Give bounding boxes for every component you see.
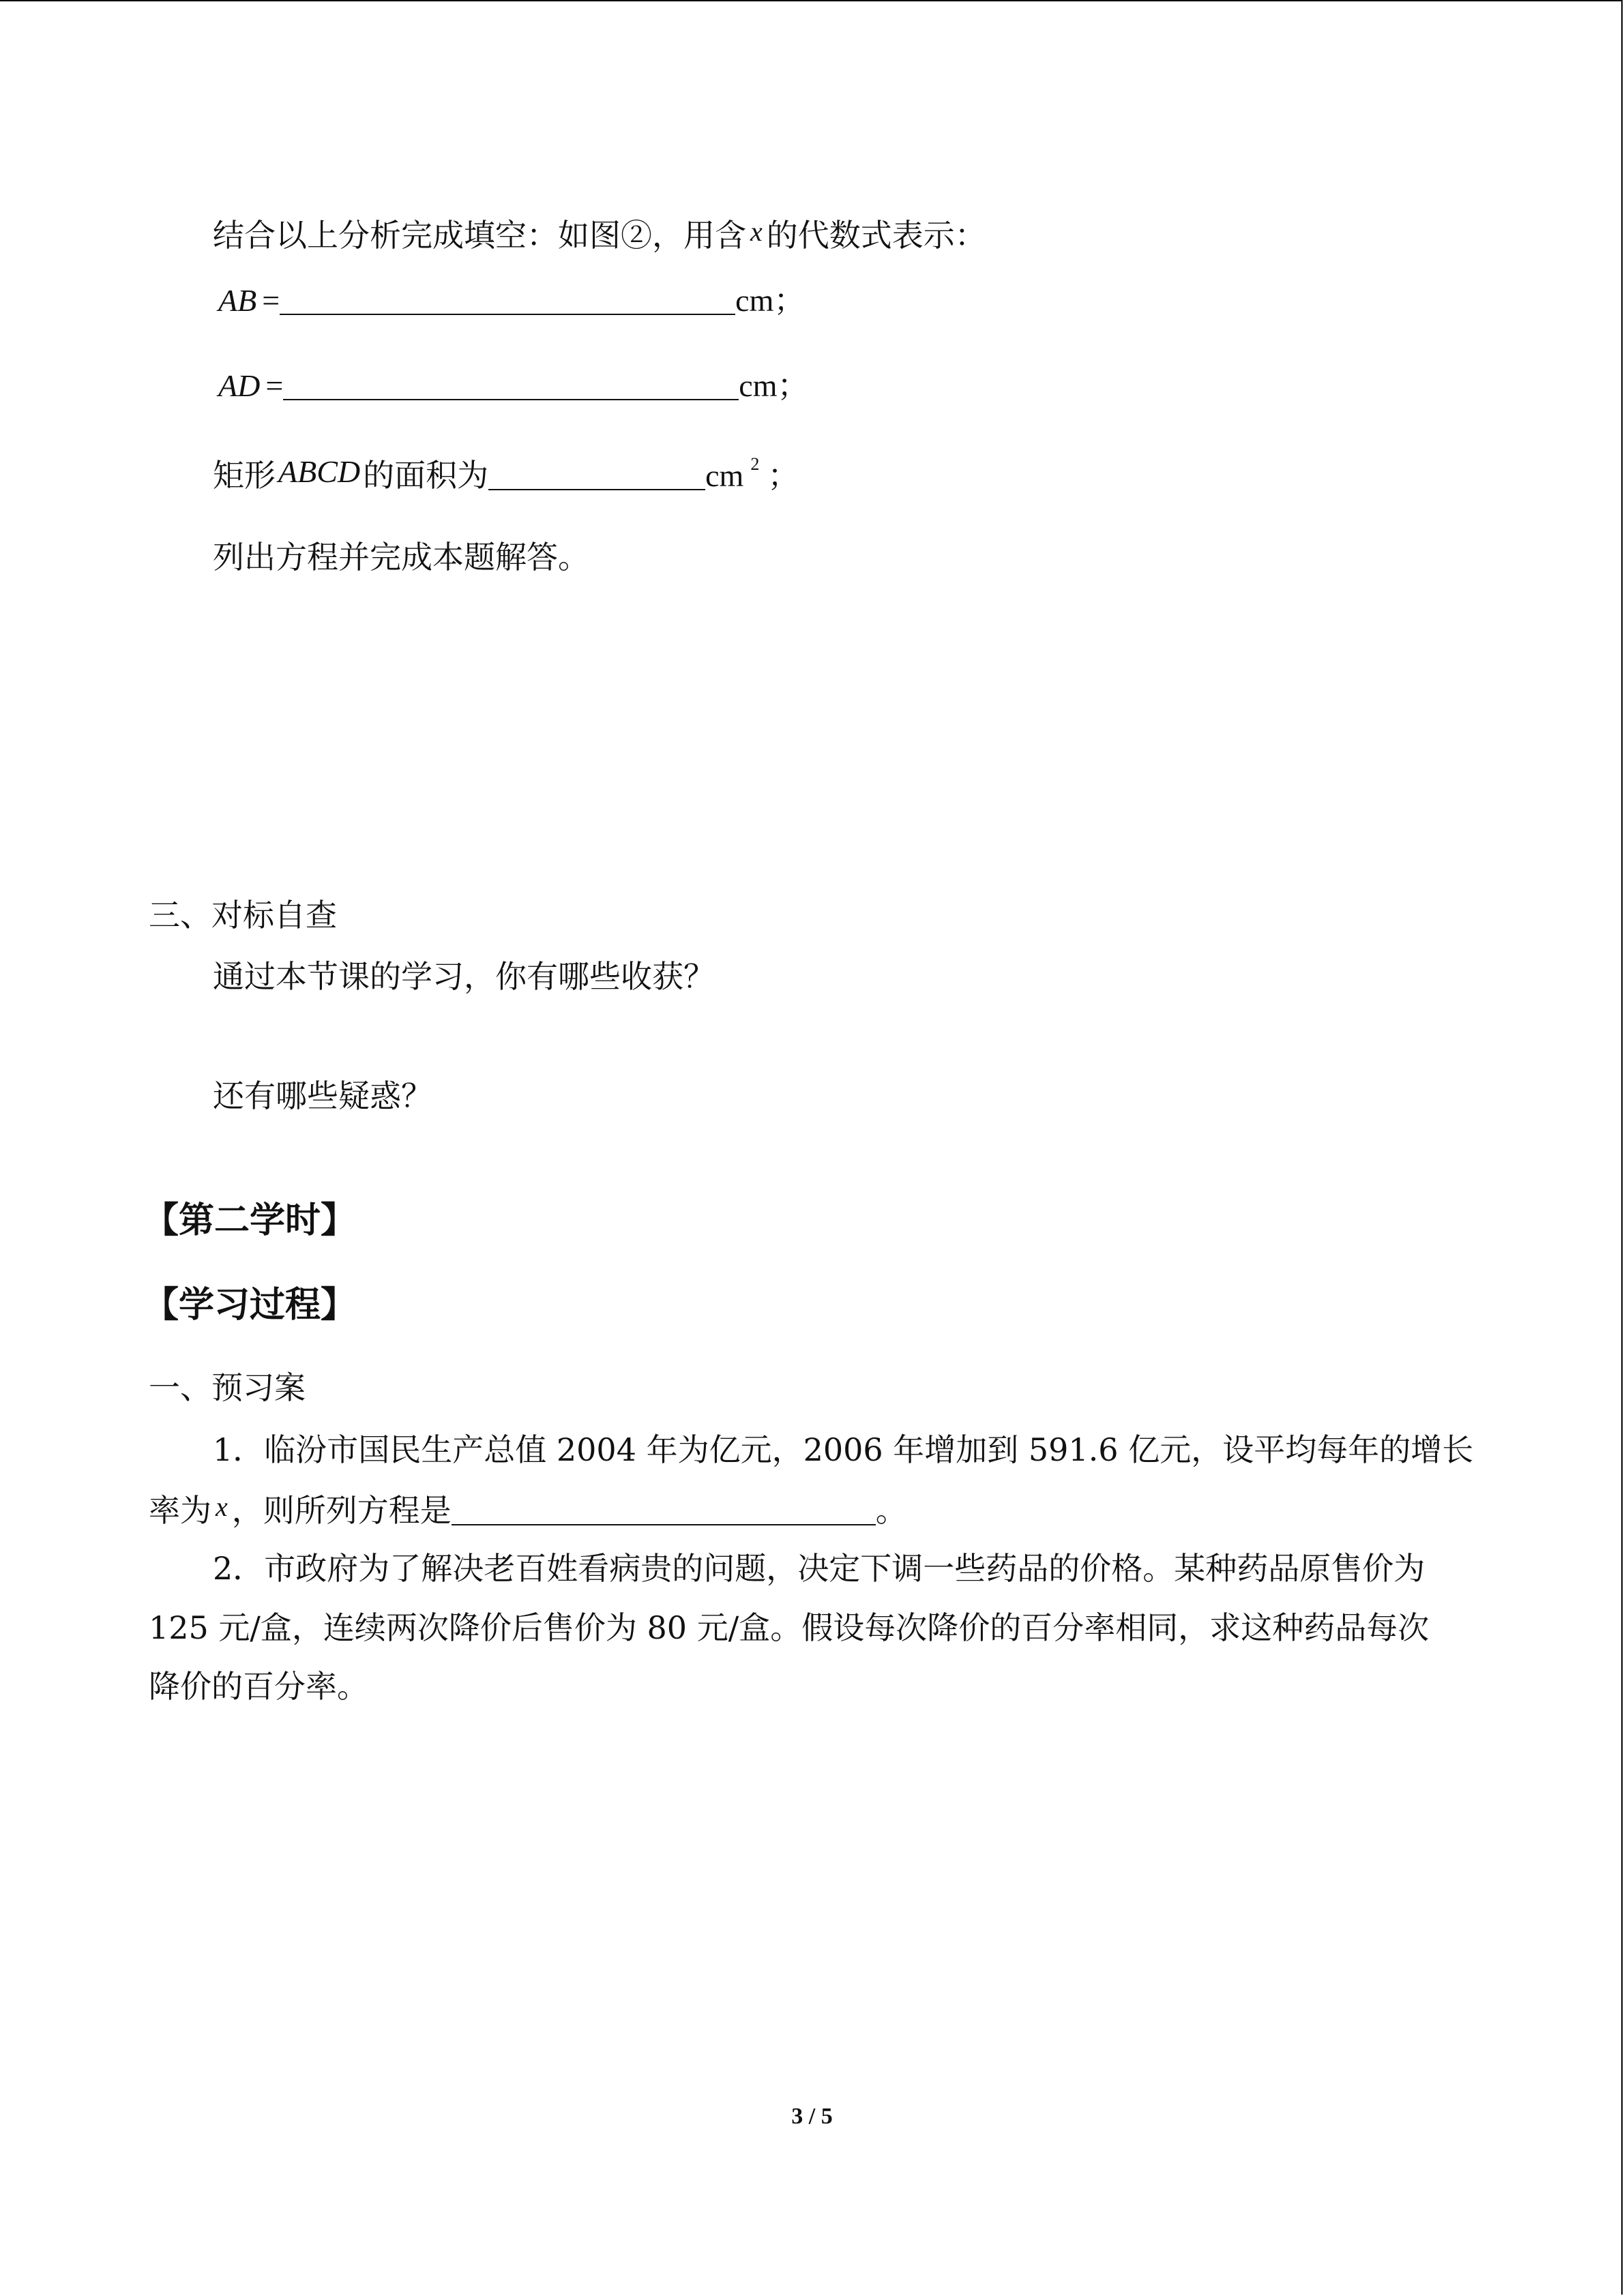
area-blank[interactable] bbox=[488, 462, 705, 490]
ab-line bbox=[218, 280, 805, 321]
item-2-line-1: 2．市政府为了解决老百姓看病贵的问题，决定下调一些药品的价格。某种药品原售价为 bbox=[213, 1550, 1426, 1587]
item-1-end: 。 bbox=[875, 1492, 907, 1529]
item-1-line-2 bbox=[149, 1490, 907, 1533]
area-middle: 的面积为 bbox=[363, 457, 489, 494]
item-1-prefix: 率为 bbox=[149, 1492, 211, 1529]
preview-heading: 一、预习案 bbox=[149, 1369, 306, 1406]
equation-instruction: 列出方程并完成本题解答。 bbox=[213, 539, 589, 576]
ab-label: AB bbox=[218, 283, 257, 318]
item-1-variable: x bbox=[216, 1491, 228, 1522]
area-unit: cm bbox=[705, 458, 744, 493]
area-exponent: 2 bbox=[750, 454, 760, 474]
item-1-middle: ，则所列方程是 bbox=[231, 1492, 452, 1529]
ad-equals: = bbox=[265, 368, 284, 403]
area-end: ； bbox=[767, 457, 799, 494]
ab-equals: = bbox=[262, 283, 280, 318]
item-2-line-2: 125 元/盒，连续两次降价后售价为 80 元/盒。假设每次降价的百分率相同，求这种药品每次 bbox=[149, 1609, 1430, 1646]
ad-blank[interactable] bbox=[283, 372, 739, 400]
fill-intro-suffix: 的代数式表示： bbox=[766, 217, 986, 254]
section-3-question-1: 通过本节课的学习，你有哪些收获？ bbox=[213, 958, 715, 995]
item-2-line-3: 降价的百分率。 bbox=[149, 1668, 368, 1705]
fill-intro-line bbox=[213, 215, 986, 258]
item-1-line-1: 1．临汾市国民生产总值 2004 年为亿元，2006 年增加到 591.6 亿元，设平均每年的增长 bbox=[213, 1431, 1474, 1468]
item-1-blank[interactable] bbox=[452, 1497, 876, 1525]
page-number: 3 / 5 bbox=[791, 2104, 833, 2129]
ad-unit: cm； bbox=[739, 368, 809, 403]
lesson-2-heading: 【第二学时】 bbox=[143, 1199, 357, 1241]
section-3-question-2: 还有哪些疑惑？ bbox=[213, 1077, 432, 1114]
area-line bbox=[213, 455, 799, 501]
variable-x: x bbox=[750, 216, 763, 247]
abcd-label: ABCD bbox=[278, 454, 361, 489]
section-3-heading: 三、对标自查 bbox=[149, 897, 337, 934]
ad-label: AD bbox=[218, 368, 261, 403]
ab-blank[interactable] bbox=[280, 286, 735, 315]
area-prefix: 矩形 bbox=[213, 457, 276, 494]
process-heading: 【学习过程】 bbox=[143, 1284, 357, 1326]
ad-line bbox=[218, 365, 808, 406]
fill-intro-prefix: 结合以上分析完成填空：如图②，用含 bbox=[213, 217, 746, 254]
ab-unit: cm； bbox=[735, 283, 806, 318]
